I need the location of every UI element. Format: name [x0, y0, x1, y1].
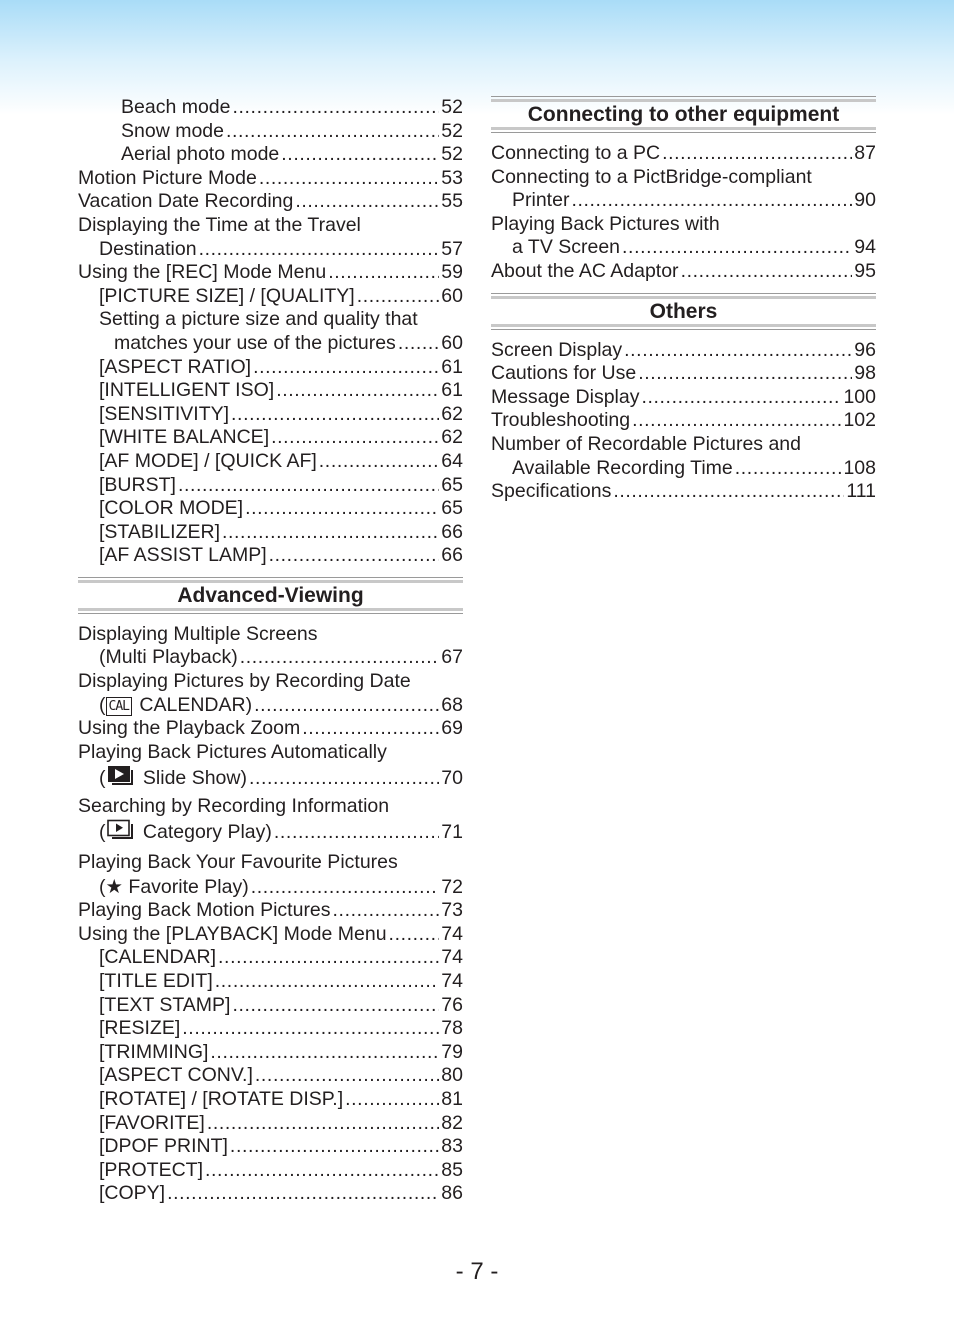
toc-entry-line: Playing Back Pictures Automatically [78, 740, 387, 763]
toc-entry[interactable]: Snow mode ..... 52 [78, 120, 463, 144]
page-ref: 60 [441, 284, 463, 307]
page-ref: 68 [441, 693, 463, 716]
page-ref: 62 [441, 426, 463, 449]
toc-entry[interactable]: Using the Playback Zoom ..... 69 [78, 717, 463, 741]
toc-entry[interactable]: a TV Screen ..... 94 [491, 236, 876, 260]
slideshow-icon [106, 765, 136, 795]
page-ref: 55 [441, 190, 463, 213]
page-ref: 87 [854, 142, 876, 164]
toc-entry[interactable]: Specifications ..... 111 [491, 480, 876, 504]
toc-entry[interactable]: [SENSITIVITY] ..... 62 [78, 403, 463, 427]
toc-entry[interactable]: [COPY] ..... 86 [78, 1182, 463, 1206]
toc-entry[interactable]: Cautions for Use ..... 98 [491, 362, 876, 386]
page-ref: 78 [441, 1017, 463, 1040]
page-ref: 90 [854, 189, 876, 212]
toc-entry[interactable]: [STABILIZER] ..... 66 [78, 521, 463, 545]
section-heading-others: Others [491, 293, 876, 330]
others-entries [491, 339, 876, 504]
toc-entry[interactable]: Motion Picture Mode ..... 53 [78, 167, 463, 191]
page-ref: 52 [441, 96, 463, 118]
toc-entry[interactable]: Playing Back Motion Pictures ..... 73 [78, 899, 463, 923]
toc-entry[interactable]: ( Category Play) ..... 71 [78, 819, 463, 848]
page-ref: 74 [441, 970, 463, 992]
page-ref: 67 [441, 646, 463, 669]
toc-entry[interactable]: [TRIMMING] ..... 79 [78, 1041, 463, 1065]
toc-entry[interactable]: [ROTATE] / [ROTATE DISP.] ..... 81 [78, 1088, 463, 1112]
page-ref: 71 [441, 821, 463, 844]
page-ref: 108 [843, 456, 876, 479]
page-ref: 61 [441, 379, 463, 402]
toc-entry[interactable]: Aerial photo mode ..... 52 [78, 143, 463, 167]
toc-entry[interactable]: [AF MODE] / [QUICK AF] ..... 64 [78, 450, 463, 474]
rec-mode-entries [78, 96, 463, 568]
page-ref: 73 [441, 899, 463, 922]
page-ref: 81 [441, 1087, 463, 1110]
toc-entry[interactable]: matches your use of the pictures ..... 60 [78, 332, 463, 356]
connecting-entries [491, 142, 876, 284]
page-ref: 52 [441, 119, 463, 142]
toc-entry[interactable]: [TEXT STAMP] ..... 76 [78, 994, 463, 1018]
page-ref: 74 [441, 922, 463, 945]
toc-entry[interactable]: ( Slide Show) ..... 70 [78, 764, 463, 795]
toc-entry[interactable]: ( CAL CALENDAR) ..... 68 [78, 694, 463, 718]
page-ref: 57 [441, 237, 463, 260]
toc-entry[interactable]: [CALENDAR] ..... 74 [78, 946, 463, 970]
page-ref: 52 [441, 143, 463, 166]
left-column [78, 96, 463, 1206]
page-ref: 62 [441, 402, 463, 425]
toc-entry[interactable]: [FAVORITE] ..... 82 [78, 1112, 463, 1136]
toc-entry[interactable]: Vacation Date Recording ..... 55 [78, 190, 463, 214]
toc-entry[interactable]: Troubleshooting ..... 102 [491, 409, 876, 433]
page-number: - 7 - [455, 1258, 499, 1285]
page-ref: 59 [441, 261, 463, 284]
toc-entry[interactable]: About the AC Adaptor ..... 95 [491, 260, 876, 284]
toc-entry-line: Number of Recordable Pictures and [491, 432, 801, 455]
toc-entry-line: Setting a picture size and quality that [99, 308, 418, 331]
advanced-viewing-entries [78, 623, 463, 1206]
toc-entry-line: Displaying the Time at the Travel [78, 213, 361, 236]
toc-entry[interactable]: [RESIZE] ..... 78 [78, 1017, 463, 1041]
star-icon: ★ [105, 875, 123, 898]
toc-entry[interactable]: Destination ..... 57 [78, 238, 463, 262]
toc-entry[interactable]: [ASPECT RATIO] ..... 61 [78, 356, 463, 380]
toc-entry-line: Searching by Recording Information [78, 795, 390, 818]
toc-entry[interactable]: [COLOR MODE] ..... 65 [78, 497, 463, 521]
page-ref: 79 [441, 1040, 463, 1063]
toc-entry[interactable]: Connecting to a PC ..... 87 [491, 142, 876, 166]
toc-entry[interactable]: [WHITE BALANCE] ..... 62 [78, 426, 463, 450]
section-heading-connecting: Connecting to other equipment [491, 96, 876, 133]
page-ref: 53 [441, 166, 463, 189]
page-ref: 76 [441, 993, 463, 1016]
toc-entry[interactable]: [TITLE EDIT] ..... 74 [78, 970, 463, 994]
page-ref: 85 [441, 1158, 463, 1181]
page-ref: 66 [441, 544, 463, 567]
toc-entry[interactable]: Beach mode ..... 52 [78, 96, 463, 120]
toc-entry[interactable]: [DPOF PRINT] ..... 83 [78, 1135, 463, 1159]
toc-entry-line: Connecting to a PictBridge-compliant [491, 165, 812, 188]
page-ref: 60 [441, 331, 463, 354]
page-ref: 72 [441, 875, 463, 898]
page-ref: 100 [843, 385, 876, 408]
page-ref: 94 [854, 236, 876, 259]
toc-entry[interactable]: Message Display ..... 100 [491, 386, 876, 410]
toc-entry[interactable]: [ASPECT CONV.] ..... 80 [78, 1064, 463, 1088]
toc-entry[interactable]: Printer ..... 90 [491, 189, 876, 213]
page-ref: 83 [441, 1135, 463, 1158]
toc-entry[interactable]: [PROTECT] ..... 85 [78, 1159, 463, 1183]
page-ref: 95 [854, 259, 876, 282]
page-ref: 74 [441, 946, 463, 969]
toc-entry-line: Displaying Multiple Screens [78, 622, 318, 645]
toc-entry[interactable]: Available Recording Time ..... 108 [491, 457, 876, 481]
page-ref: 96 [854, 338, 876, 361]
page-ref: 86 [441, 1182, 463, 1205]
calendar-icon: CAL [106, 697, 132, 716]
toc-entry[interactable]: Using the [REC] Mode Menu ..... 59 [78, 261, 463, 285]
category-play-icon [106, 819, 136, 848]
toc-entry[interactable]: Using the [PLAYBACK] Mode Menu ..... 74 [78, 923, 463, 947]
page-ref: 69 [441, 717, 463, 740]
page-ref: 61 [441, 355, 463, 378]
toc-entry[interactable]: (★ Favorite Play) ..... 72 [78, 876, 463, 900]
toc-entry[interactable]: (Multi Playback) ..... 67 [78, 646, 463, 670]
page-ref: 111 [846, 480, 876, 503]
toc-entry[interactable]: [INTELLIGENT ISO] ..... 61 [78, 379, 463, 403]
toc-entry[interactable]: Screen Display ..... 96 [491, 339, 876, 363]
toc-entry-line: Playing Back Pictures with [491, 212, 720, 235]
page-ref: 66 [441, 520, 463, 543]
toc-entry-line: Playing Back Your Favourite Pictures [78, 850, 398, 873]
page-ref: 64 [441, 449, 463, 472]
page-ref: 82 [441, 1111, 463, 1134]
toc-entry[interactable]: [AF ASSIST LAMP] ..... 66 [78, 544, 463, 568]
toc-entry[interactable]: [PICTURE SIZE] / [QUALITY] ..... 60 [78, 285, 463, 309]
page-ref: 80 [441, 1064, 463, 1087]
page-ref: 98 [854, 362, 876, 385]
toc-entry[interactable]: [BURST] ..... 65 [78, 474, 463, 498]
page-ref: 65 [441, 497, 463, 520]
section-heading-advanced-viewing: Advanced-Viewing [78, 577, 463, 614]
page-ref: 70 [441, 767, 463, 790]
right-column [491, 96, 876, 504]
toc-entry-line: Displaying Pictures by Recording Date [78, 670, 411, 693]
page-ref: 65 [441, 473, 463, 496]
page-ref: 102 [843, 409, 876, 432]
